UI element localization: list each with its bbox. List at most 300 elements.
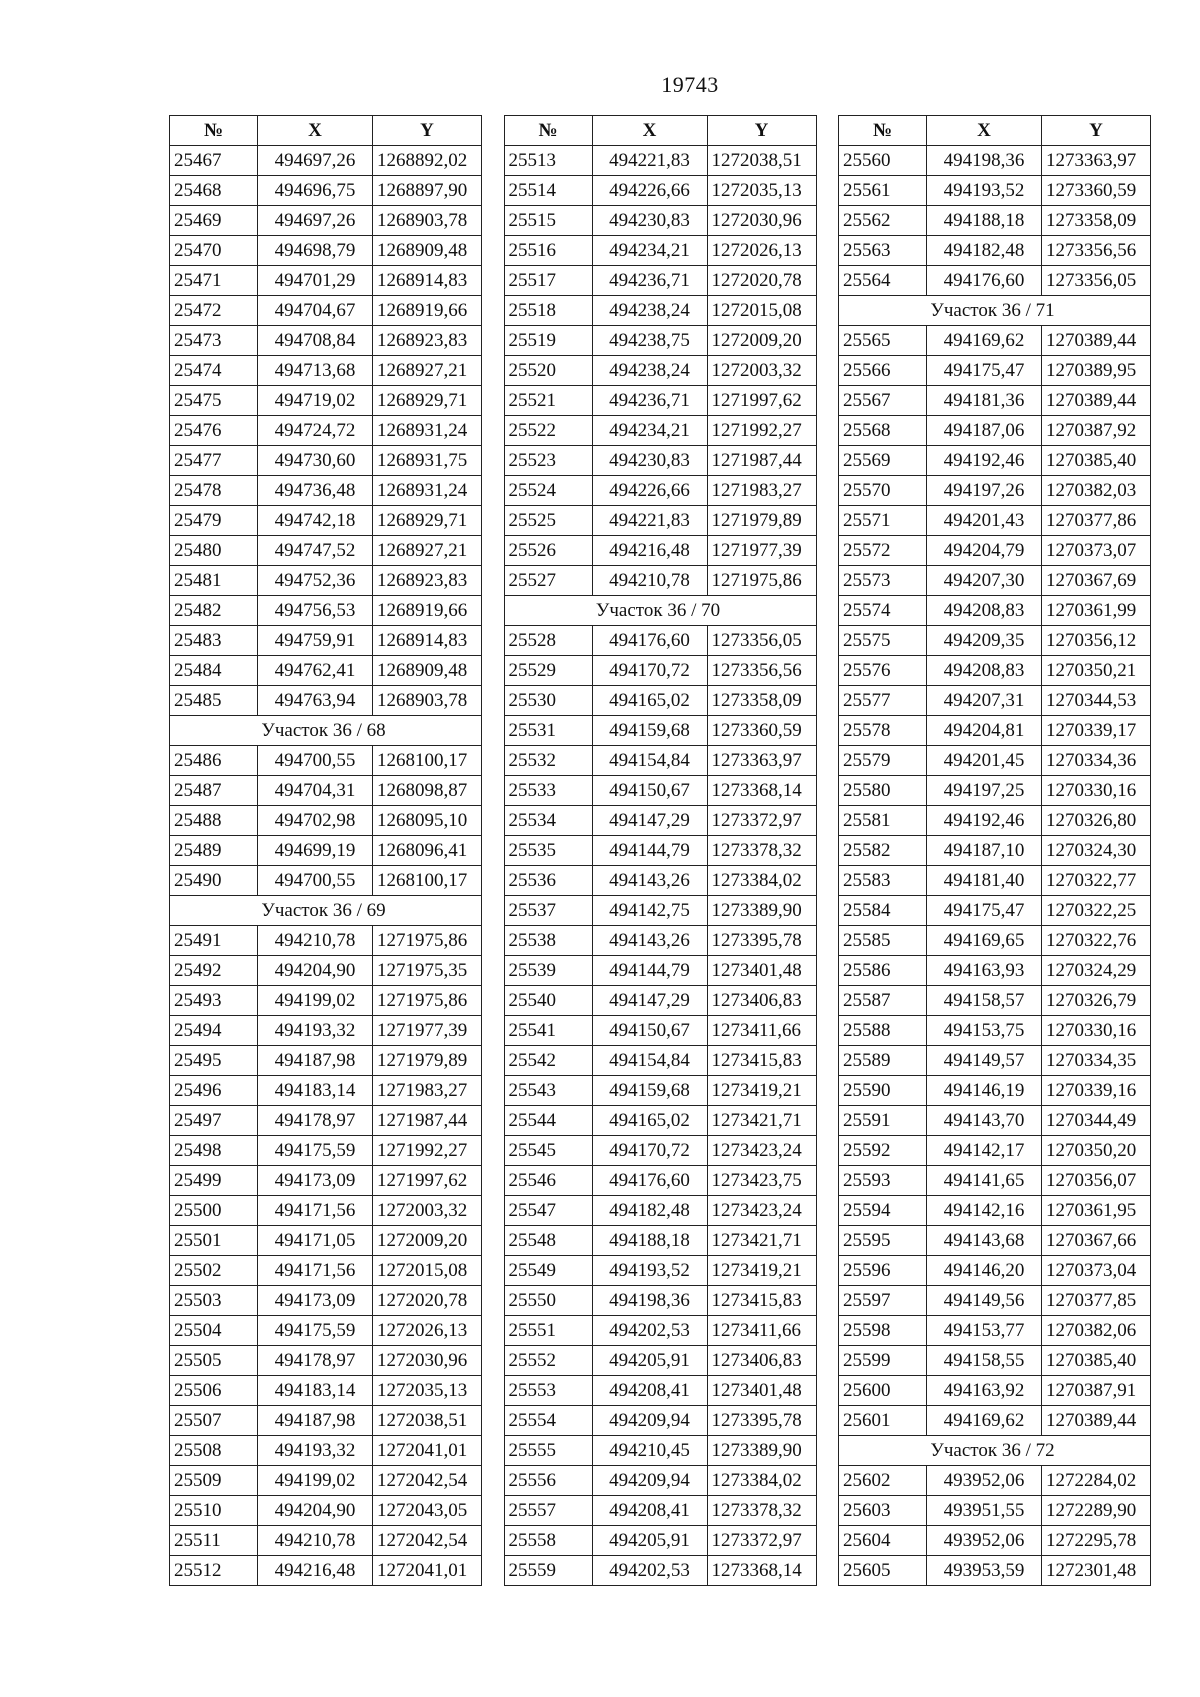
table-row bbox=[170, 1136, 482, 1166]
table-row bbox=[839, 1496, 1151, 1526]
table-row bbox=[504, 476, 816, 506]
coordinate-x: 494204,81 bbox=[927, 716, 1042, 746]
table-row bbox=[504, 1286, 816, 1316]
table-row bbox=[839, 1226, 1151, 1256]
coordinate-y: 1272035,13 bbox=[373, 1376, 482, 1406]
coordinate-x: 494209,35 bbox=[927, 626, 1042, 656]
point-number: 25605 bbox=[839, 1556, 927, 1586]
coordinate-x: 494719,02 bbox=[258, 386, 373, 416]
point-number: 25538 bbox=[504, 926, 592, 956]
table-row bbox=[839, 536, 1151, 566]
point-number: 25545 bbox=[504, 1136, 592, 1166]
coordinate-y: 1268931,24 bbox=[373, 476, 482, 506]
coordinate-x: 494176,60 bbox=[592, 626, 707, 656]
point-number: 25495 bbox=[170, 1046, 258, 1076]
coordinate-x: 494226,66 bbox=[592, 176, 707, 206]
header-x: X bbox=[258, 116, 373, 146]
coordinate-y: 1268100,17 bbox=[373, 746, 482, 776]
point-number: 25573 bbox=[839, 566, 927, 596]
coordinate-y: 1272042,54 bbox=[373, 1526, 482, 1556]
table-row bbox=[170, 206, 482, 236]
coordinate-x: 494238,24 bbox=[592, 296, 707, 326]
point-number: 25514 bbox=[504, 176, 592, 206]
point-number: 25593 bbox=[839, 1166, 927, 1196]
table-row bbox=[504, 746, 816, 776]
point-number: 25563 bbox=[839, 236, 927, 266]
coordinate-x: 494210,78 bbox=[258, 1526, 373, 1556]
coordinate-y: 1268909,48 bbox=[373, 656, 482, 686]
point-number: 25470 bbox=[170, 236, 258, 266]
coordinate-y: 1273406,83 bbox=[707, 1346, 816, 1376]
coordinate-x: 494142,75 bbox=[592, 896, 707, 926]
section-title: Участок 36 / 69 bbox=[170, 896, 482, 926]
coordinate-y: 1268931,24 bbox=[373, 416, 482, 446]
coordinate-y: 1268892,02 bbox=[373, 146, 482, 176]
coordinate-x: 494700,55 bbox=[258, 866, 373, 896]
coordinate-y: 1273423,24 bbox=[707, 1196, 816, 1226]
coordinate-x: 494204,90 bbox=[258, 956, 373, 986]
point-number: 25510 bbox=[170, 1496, 258, 1526]
coordinate-y: 1268903,78 bbox=[373, 686, 482, 716]
coordinate-x: 494153,77 bbox=[927, 1316, 1042, 1346]
coordinate-y: 1272043,05 bbox=[373, 1496, 482, 1526]
table-row bbox=[839, 1286, 1151, 1316]
coordinate-x: 494226,66 bbox=[592, 476, 707, 506]
point-number: 25537 bbox=[504, 896, 592, 926]
point-number: 25483 bbox=[170, 626, 258, 656]
coordinate-x: 494154,84 bbox=[592, 1046, 707, 1076]
point-number: 25558 bbox=[504, 1526, 592, 1556]
table-row bbox=[504, 986, 816, 1016]
coordinate-y: 1270389,44 bbox=[1042, 1406, 1151, 1436]
table-row bbox=[839, 1556, 1151, 1586]
coordinate-y: 1273358,09 bbox=[707, 686, 816, 716]
coordinate-x: 493953,59 bbox=[927, 1556, 1042, 1586]
point-number: 25587 bbox=[839, 986, 927, 1016]
point-number: 25524 bbox=[504, 476, 592, 506]
table-row bbox=[504, 806, 816, 836]
table-row bbox=[170, 1436, 482, 1466]
table-row bbox=[839, 1076, 1151, 1106]
point-number: 25508 bbox=[170, 1436, 258, 1466]
coordinate-x: 494736,48 bbox=[258, 476, 373, 506]
point-number: 25594 bbox=[839, 1196, 927, 1226]
table-row bbox=[839, 836, 1151, 866]
coordinate-y: 1270389,44 bbox=[1042, 386, 1151, 416]
table-row bbox=[839, 1466, 1151, 1496]
coordinate-x: 494713,68 bbox=[258, 356, 373, 386]
coordinate-x: 494142,16 bbox=[927, 1196, 1042, 1226]
coordinate-x: 494176,60 bbox=[592, 1166, 707, 1196]
point-number: 25501 bbox=[170, 1226, 258, 1256]
coordinate-y: 1270373,04 bbox=[1042, 1256, 1151, 1286]
coordinate-x: 494193,52 bbox=[592, 1256, 707, 1286]
point-number: 25525 bbox=[504, 506, 592, 536]
point-number: 25485 bbox=[170, 686, 258, 716]
point-number: 25473 bbox=[170, 326, 258, 356]
table-row bbox=[504, 566, 816, 596]
coordinate-x: 494759,91 bbox=[258, 626, 373, 656]
table-row bbox=[170, 446, 482, 476]
coordinate-x: 493952,06 bbox=[927, 1466, 1042, 1496]
coordinate-y: 1273389,90 bbox=[707, 896, 816, 926]
point-number: 25529 bbox=[504, 656, 592, 686]
point-number: 25492 bbox=[170, 956, 258, 986]
point-number: 25559 bbox=[504, 1556, 592, 1586]
point-number: 25487 bbox=[170, 776, 258, 806]
table-row bbox=[504, 1076, 816, 1106]
coordinate-x: 494171,56 bbox=[258, 1196, 373, 1226]
table-row bbox=[170, 326, 482, 356]
coordinate-y: 1270330,16 bbox=[1042, 776, 1151, 806]
point-number: 25496 bbox=[170, 1076, 258, 1106]
coordinate-x: 494236,71 bbox=[592, 266, 707, 296]
coordinate-x: 494188,18 bbox=[592, 1226, 707, 1256]
table-row bbox=[170, 1166, 482, 1196]
coordinate-x: 494208,41 bbox=[592, 1376, 707, 1406]
coordinate-y: 1273411,66 bbox=[707, 1316, 816, 1346]
table-row bbox=[504, 416, 816, 446]
point-number: 25474 bbox=[170, 356, 258, 386]
table-row bbox=[504, 356, 816, 386]
coordinate-y: 1271975,86 bbox=[707, 566, 816, 596]
coordinate-x: 494701,29 bbox=[258, 266, 373, 296]
coordinate-y: 1270350,20 bbox=[1042, 1136, 1151, 1166]
coordinate-x: 494182,48 bbox=[927, 236, 1042, 266]
coordinate-y: 1271992,27 bbox=[707, 416, 816, 446]
table-row bbox=[839, 1346, 1151, 1376]
coordinate-y: 1270322,25 bbox=[1042, 896, 1151, 926]
coordinate-y: 1273356,56 bbox=[707, 656, 816, 686]
coordinate-y: 1272289,90 bbox=[1042, 1496, 1151, 1526]
coordinate-y: 1268929,71 bbox=[373, 506, 482, 536]
coordinate-x: 494144,79 bbox=[592, 956, 707, 986]
table-row bbox=[839, 986, 1151, 1016]
point-number: 25541 bbox=[504, 1016, 592, 1046]
point-number: 25604 bbox=[839, 1526, 927, 1556]
coordinate-x: 494697,26 bbox=[258, 206, 373, 236]
coordinate-y: 1273401,48 bbox=[707, 956, 816, 986]
table-header-row bbox=[170, 116, 482, 146]
coordinate-x: 494762,41 bbox=[258, 656, 373, 686]
coordinate-x: 493951,55 bbox=[927, 1496, 1042, 1526]
point-number: 25518 bbox=[504, 296, 592, 326]
coordinate-y: 1272284,02 bbox=[1042, 1466, 1151, 1496]
coordinate-x: 494202,53 bbox=[592, 1316, 707, 1346]
coordinate-y: 1273395,78 bbox=[707, 926, 816, 956]
table-row bbox=[170, 1316, 482, 1346]
table-row bbox=[170, 1346, 482, 1376]
point-number: 25589 bbox=[839, 1046, 927, 1076]
coordinate-y: 1270387,92 bbox=[1042, 416, 1151, 446]
point-number: 25498 bbox=[170, 1136, 258, 1166]
point-number: 25526 bbox=[504, 536, 592, 566]
coordinate-x: 494170,72 bbox=[592, 656, 707, 686]
table-row bbox=[504, 296, 816, 326]
coordinate-x: 494154,84 bbox=[592, 746, 707, 776]
point-number: 25592 bbox=[839, 1136, 927, 1166]
point-number: 25505 bbox=[170, 1346, 258, 1376]
point-number: 25515 bbox=[504, 206, 592, 236]
coordinate-y: 1270385,40 bbox=[1042, 1346, 1151, 1376]
coordinate-x: 494183,14 bbox=[258, 1376, 373, 1406]
coordinate-x: 494181,36 bbox=[927, 386, 1042, 416]
table-row bbox=[170, 626, 482, 656]
coordinate-y: 1273401,48 bbox=[707, 1376, 816, 1406]
coordinate-y: 1271975,86 bbox=[373, 986, 482, 1016]
table-row bbox=[839, 476, 1151, 506]
point-number: 25577 bbox=[839, 686, 927, 716]
coordinate-y: 1272009,20 bbox=[373, 1226, 482, 1256]
coordinate-y: 1270330,16 bbox=[1042, 1016, 1151, 1046]
coordinate-x: 494221,83 bbox=[592, 146, 707, 176]
point-number: 25519 bbox=[504, 326, 592, 356]
coordinate-x: 494163,92 bbox=[927, 1376, 1042, 1406]
coordinate-y: 1268096,41 bbox=[373, 836, 482, 866]
table-row bbox=[504, 716, 816, 746]
point-number: 25504 bbox=[170, 1316, 258, 1346]
table-row bbox=[504, 1526, 816, 1556]
point-number: 25528 bbox=[504, 626, 592, 656]
coordinate-y: 1270356,07 bbox=[1042, 1166, 1151, 1196]
coordinate-y: 1272030,96 bbox=[707, 206, 816, 236]
point-number: 25596 bbox=[839, 1256, 927, 1286]
point-number: 25549 bbox=[504, 1256, 592, 1286]
point-number: 25565 bbox=[839, 326, 927, 356]
coordinate-x: 494149,56 bbox=[927, 1286, 1042, 1316]
coordinate-y: 1268929,71 bbox=[373, 386, 482, 416]
table-row bbox=[170, 1046, 482, 1076]
coordinate-x: 494171,05 bbox=[258, 1226, 373, 1256]
coordinate-x: 494216,48 bbox=[258, 1556, 373, 1586]
point-number: 25490 bbox=[170, 866, 258, 896]
coordinate-x: 494188,18 bbox=[927, 206, 1042, 236]
table-row bbox=[504, 1316, 816, 1346]
coordinate-x: 494182,48 bbox=[592, 1196, 707, 1226]
point-number: 25571 bbox=[839, 506, 927, 536]
coordinate-x: 494173,09 bbox=[258, 1166, 373, 1196]
point-number: 25527 bbox=[504, 566, 592, 596]
coordinate-y: 1271992,27 bbox=[373, 1136, 482, 1166]
coordinate-y: 1268919,66 bbox=[373, 296, 482, 326]
point-number: 25598 bbox=[839, 1316, 927, 1346]
point-number: 25506 bbox=[170, 1376, 258, 1406]
coordinate-y: 1271987,44 bbox=[707, 446, 816, 476]
point-number: 25523 bbox=[504, 446, 592, 476]
coordinate-y: 1273415,83 bbox=[707, 1046, 816, 1076]
coordinate-x: 494159,68 bbox=[592, 1076, 707, 1106]
table-row bbox=[170, 776, 482, 806]
table-row bbox=[839, 356, 1151, 386]
coordinate-y: 1273378,32 bbox=[707, 836, 816, 866]
point-number: 25482 bbox=[170, 596, 258, 626]
coordinate-x: 493952,06 bbox=[927, 1526, 1042, 1556]
point-number: 25566 bbox=[839, 356, 927, 386]
coordinate-x: 494209,94 bbox=[592, 1406, 707, 1436]
coordinate-y: 1272015,08 bbox=[707, 296, 816, 326]
coordinate-y: 1270377,86 bbox=[1042, 506, 1151, 536]
table-row bbox=[839, 656, 1151, 686]
coordinate-y: 1270382,03 bbox=[1042, 476, 1151, 506]
point-number: 25555 bbox=[504, 1436, 592, 1466]
coordinate-x: 494752,36 bbox=[258, 566, 373, 596]
coordinate-y: 1271979,89 bbox=[707, 506, 816, 536]
coordinate-y: 1272042,54 bbox=[373, 1466, 482, 1496]
coordinate-y: 1270350,21 bbox=[1042, 656, 1151, 686]
point-number: 25552 bbox=[504, 1346, 592, 1376]
table-row bbox=[170, 1286, 482, 1316]
point-number: 25575 bbox=[839, 626, 927, 656]
coordinate-y: 1268100,17 bbox=[373, 866, 482, 896]
table-row bbox=[504, 1256, 816, 1286]
point-number: 25561 bbox=[839, 176, 927, 206]
point-number: 25556 bbox=[504, 1466, 592, 1496]
table-row bbox=[170, 566, 482, 596]
table-row bbox=[839, 1136, 1151, 1166]
header-y: Y bbox=[707, 116, 816, 146]
coordinate-x: 494147,29 bbox=[592, 986, 707, 1016]
coordinate-y: 1272041,01 bbox=[373, 1436, 482, 1466]
point-number: 25516 bbox=[504, 236, 592, 266]
point-number: 25557 bbox=[504, 1496, 592, 1526]
point-number: 25601 bbox=[839, 1406, 927, 1436]
coordinate-x: 494700,55 bbox=[258, 746, 373, 776]
table-row bbox=[839, 1376, 1151, 1406]
coordinate-y: 1273368,14 bbox=[707, 776, 816, 806]
table-row bbox=[504, 1106, 816, 1136]
coordinate-y: 1272030,96 bbox=[373, 1346, 482, 1376]
coordinate-y: 1273423,75 bbox=[707, 1166, 816, 1196]
table-row bbox=[170, 416, 482, 446]
coordinate-y: 1268914,83 bbox=[373, 266, 482, 296]
coordinate-x: 494183,14 bbox=[258, 1076, 373, 1106]
coordinate-x: 494704,67 bbox=[258, 296, 373, 326]
coordinate-x: 494699,19 bbox=[258, 836, 373, 866]
point-number: 25499 bbox=[170, 1166, 258, 1196]
table-row bbox=[839, 1256, 1151, 1286]
coordinate-y: 1272003,32 bbox=[373, 1196, 482, 1226]
table-row bbox=[170, 1406, 482, 1436]
coordinate-x: 494165,02 bbox=[592, 1106, 707, 1136]
coordinate-y: 1268897,90 bbox=[373, 176, 482, 206]
table-row bbox=[504, 626, 816, 656]
coordinate-y: 1272020,78 bbox=[373, 1286, 482, 1316]
coordinate-x: 494204,79 bbox=[927, 536, 1042, 566]
point-number: 25562 bbox=[839, 206, 927, 236]
coordinate-y: 1270326,79 bbox=[1042, 986, 1151, 1016]
header-number: № bbox=[504, 116, 592, 146]
coordinate-y: 1270385,40 bbox=[1042, 446, 1151, 476]
coordinate-y: 1273358,09 bbox=[1042, 206, 1151, 236]
table-row bbox=[839, 266, 1151, 296]
table-row bbox=[170, 1526, 482, 1556]
point-number: 25536 bbox=[504, 866, 592, 896]
coordinate-x: 494143,26 bbox=[592, 926, 707, 956]
table-row bbox=[504, 1376, 816, 1406]
coordinate-x: 494150,67 bbox=[592, 776, 707, 806]
point-number: 25595 bbox=[839, 1226, 927, 1256]
coordinate-x: 494143,70 bbox=[927, 1106, 1042, 1136]
coordinate-y: 1270377,85 bbox=[1042, 1286, 1151, 1316]
coordinate-x: 494209,94 bbox=[592, 1466, 707, 1496]
coordinate-x: 494205,91 bbox=[592, 1526, 707, 1556]
table-row bbox=[170, 266, 482, 296]
coordinate-x: 494207,31 bbox=[927, 686, 1042, 716]
coordinate-x: 494704,31 bbox=[258, 776, 373, 806]
point-number: 25494 bbox=[170, 1016, 258, 1046]
coordinate-x: 494234,21 bbox=[592, 236, 707, 266]
table-row bbox=[839, 176, 1151, 206]
table-row bbox=[504, 206, 816, 236]
table-row bbox=[170, 1106, 482, 1136]
coordinate-x: 494238,75 bbox=[592, 326, 707, 356]
point-number: 25576 bbox=[839, 656, 927, 686]
point-number: 25547 bbox=[504, 1196, 592, 1226]
table-row bbox=[170, 356, 482, 386]
coordinate-x: 494199,02 bbox=[258, 1466, 373, 1496]
point-number: 25500 bbox=[170, 1196, 258, 1226]
section-title: Участок 36 / 71 bbox=[839, 296, 1151, 326]
coordinate-y: 1273389,90 bbox=[707, 1436, 816, 1466]
coordinate-y: 1271979,89 bbox=[373, 1046, 482, 1076]
point-number: 25599 bbox=[839, 1346, 927, 1376]
table-row bbox=[504, 896, 816, 926]
coordinate-x: 494170,72 bbox=[592, 1136, 707, 1166]
point-number: 25480 bbox=[170, 536, 258, 566]
table-row bbox=[504, 1556, 816, 1586]
table-row bbox=[839, 506, 1151, 536]
point-number: 25517 bbox=[504, 266, 592, 296]
coordinate-x: 494159,68 bbox=[592, 716, 707, 746]
page-number: 19743 bbox=[661, 72, 719, 97]
coordinate-y: 1271997,62 bbox=[707, 386, 816, 416]
coordinate-y: 1270367,66 bbox=[1042, 1226, 1151, 1256]
coordinate-x: 494210,78 bbox=[592, 566, 707, 596]
point-number: 25535 bbox=[504, 836, 592, 866]
table-row bbox=[504, 1466, 816, 1496]
table-row bbox=[170, 746, 482, 776]
table-row bbox=[170, 836, 482, 866]
point-number: 25493 bbox=[170, 986, 258, 1016]
point-number: 25588 bbox=[839, 1016, 927, 1046]
coordinate-x: 494696,75 bbox=[258, 176, 373, 206]
coordinate-x: 494163,93 bbox=[927, 956, 1042, 986]
coordinate-y: 1268927,21 bbox=[373, 536, 482, 566]
coordinate-x: 494193,32 bbox=[258, 1436, 373, 1466]
coordinate-x: 494187,06 bbox=[927, 416, 1042, 446]
point-number: 25568 bbox=[839, 416, 927, 446]
coordinate-x: 494171,56 bbox=[258, 1256, 373, 1286]
point-number: 25540 bbox=[504, 986, 592, 1016]
table-row bbox=[839, 1316, 1151, 1346]
coordinate-y: 1268903,78 bbox=[373, 206, 482, 236]
coordinate-x: 494742,18 bbox=[258, 506, 373, 536]
coordinate-x: 494234,21 bbox=[592, 416, 707, 446]
coordinate-y: 1273372,97 bbox=[707, 1526, 816, 1556]
coordinate-x: 494150,67 bbox=[592, 1016, 707, 1046]
coordinate-y: 1272020,78 bbox=[707, 266, 816, 296]
table-row bbox=[839, 386, 1151, 416]
coordinate-y: 1268098,87 bbox=[373, 776, 482, 806]
point-number: 25520 bbox=[504, 356, 592, 386]
table-row bbox=[504, 1016, 816, 1046]
table-row bbox=[504, 1496, 816, 1526]
point-number: 25539 bbox=[504, 956, 592, 986]
coordinate-y: 1271977,39 bbox=[373, 1016, 482, 1046]
coordinate-y: 1268923,83 bbox=[373, 566, 482, 596]
coordinate-y: 1273415,83 bbox=[707, 1286, 816, 1316]
point-number: 25550 bbox=[504, 1286, 592, 1316]
